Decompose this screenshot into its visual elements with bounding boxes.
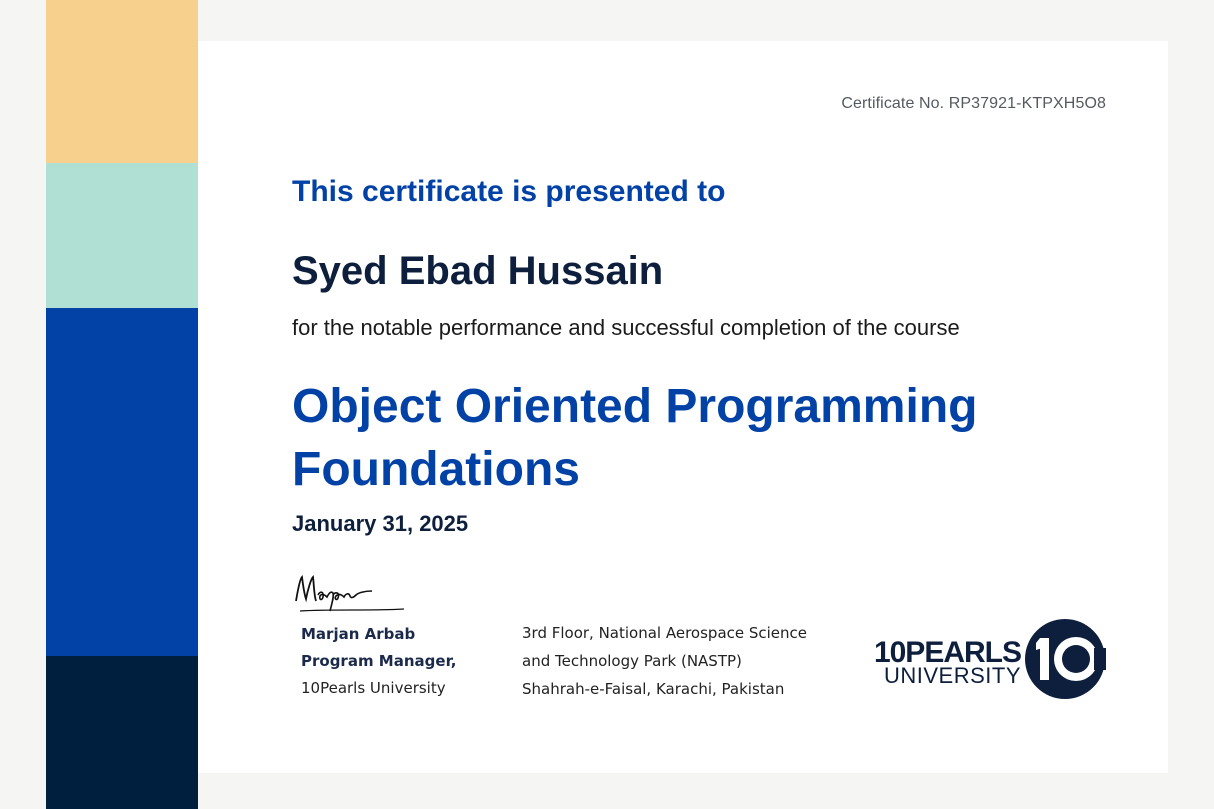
stripe-mint xyxy=(46,163,198,308)
logo-wordmark xyxy=(874,638,1021,686)
signatory-title: Program Manager, xyxy=(301,652,457,670)
signatory-organization: 10Pearls University xyxy=(301,679,446,697)
course-title-line2: Foundations xyxy=(292,443,580,496)
course-title xyxy=(292,375,1112,501)
logo-line1: 10PEARLS xyxy=(873,636,1021,669)
address-line2: and Technology Park (NASTP) xyxy=(522,652,742,670)
stripe-peach xyxy=(46,0,198,163)
course-title-line1: Object Oriented Programming xyxy=(292,380,978,433)
signatory-block xyxy=(301,621,456,702)
completion-text: for the notable performance and successful completion of the course xyxy=(292,315,960,340)
address-block xyxy=(522,619,807,703)
presented-to-heading: This certificate is presented to xyxy=(292,175,726,208)
certificate-card xyxy=(198,41,1168,773)
address-line1: 3rd Floor, National Aerospace Science xyxy=(522,624,808,642)
signature-image xyxy=(292,571,408,617)
logo-line2: UNIVERSITY xyxy=(883,663,1021,688)
logo-10-mark-icon xyxy=(1024,618,1106,700)
stripe-blue xyxy=(46,308,198,656)
decorative-stripe-column xyxy=(46,0,198,809)
certificate-number: Certificate No. RP37921-KTPXH5O8 xyxy=(841,95,1106,112)
10pearls-university-logo xyxy=(866,616,1106,700)
signatory-name: Marjan Arbab xyxy=(301,625,416,643)
stripe-navy xyxy=(46,656,198,809)
address-line3: Shahrah-e-Faisal, Karachi, Pakistan xyxy=(522,680,785,698)
recipient-name: Syed Ebad Hussain xyxy=(292,249,664,293)
completion-date: January 31, 2025 xyxy=(292,511,469,536)
